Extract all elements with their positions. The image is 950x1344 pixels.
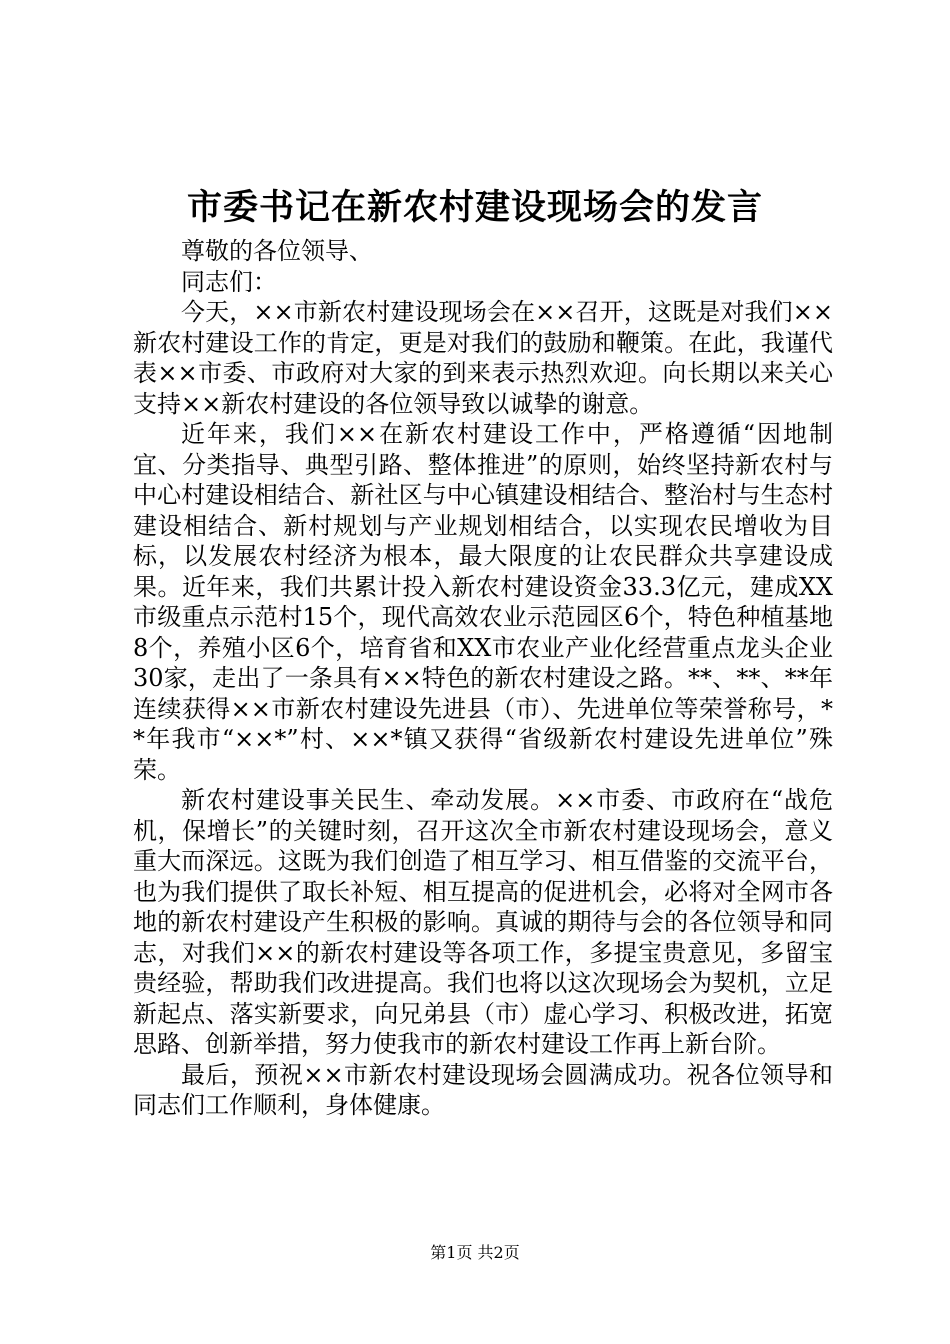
paragraph-significance: 新农村建设事关民生、牵动发展。××市委、市政府在“战危机，保增长”的关键时刻，召开这次全市新农村建设现场会，意义重大而深远。这既为我们创造了相互学习、相互借鉴的交流平台，也为我们提供了取长补短、相互提高的促进机会，必将对全网市各地的新农村建设产生积极的影响。真诚的期待与会的各位领导和同志，对我们××的新农村建设等各项工作，多提宝贵意见，多留宝贵经验，帮助我们改进提高。我们也将以这次现场会为契机，立足新起点、落实新要求，向兄弟县（市）虚心学习、积极改进，拓宽思路、创新举措，努力使我市的新农村建设工作再上新台阶。: [133, 786, 833, 1058]
page-number-footer: 第1页 共2页: [430, 1243, 520, 1262]
salutation-line-2: 同志们：: [181, 267, 277, 296]
salutation-line-1: 尊敬的各位领导、: [181, 237, 373, 265]
document-body: [133, 236, 833, 1121]
document-title: 市委书记在新农村建设现场会的发言: [186, 187, 763, 228]
paragraph-closing: 最后，预祝××市新农村建设现场会圆满成功。祝各位领导和同志们工作顺利，身体健康。: [133, 1060, 833, 1119]
paragraph-opening: 今天，××市新农村建设现场会在××召开，这既是对我们××新农村建设工作的肯定，更是对我们的鼓励和鞭策。在此，我谨代表××市委、市政府对大家的到来表示热烈欢迎。向长期以来关心支持××新农村建设的各位领导致以诚挚的谢意。: [133, 298, 833, 418]
paragraph-achievements: 近年来，我们××在新农村建设工作中，严格遵循“因地制宜、分类指导、典型引路、整体推进”的原则，始终坚持新农村与中心村建设相结合、新社区与中心镇建设相结合、整治村与生态村建设相结合、新村规划与产业规划相结合，以实现农民增收为目标，以发展农村经济为根本，最大限度的让农民群众共享建设成果。近年来，我们共累计投入新农村建设资金33.3亿元，建成XX市级重点示范村15个，现代高效农业示范园区6个，特色种植基地8个，养殖小区6个，培育省和XX市农业产业化经营重点龙头企业30家，走出了一条具有××特色的新农村建设之路。**、**、**年连续获得××市新农村建设先进县（市）、先进单位等荣誉称号，**年我市“××*”村、××*镇又获得“省级新农村建设先进单位”殊荣。: [133, 420, 833, 784]
